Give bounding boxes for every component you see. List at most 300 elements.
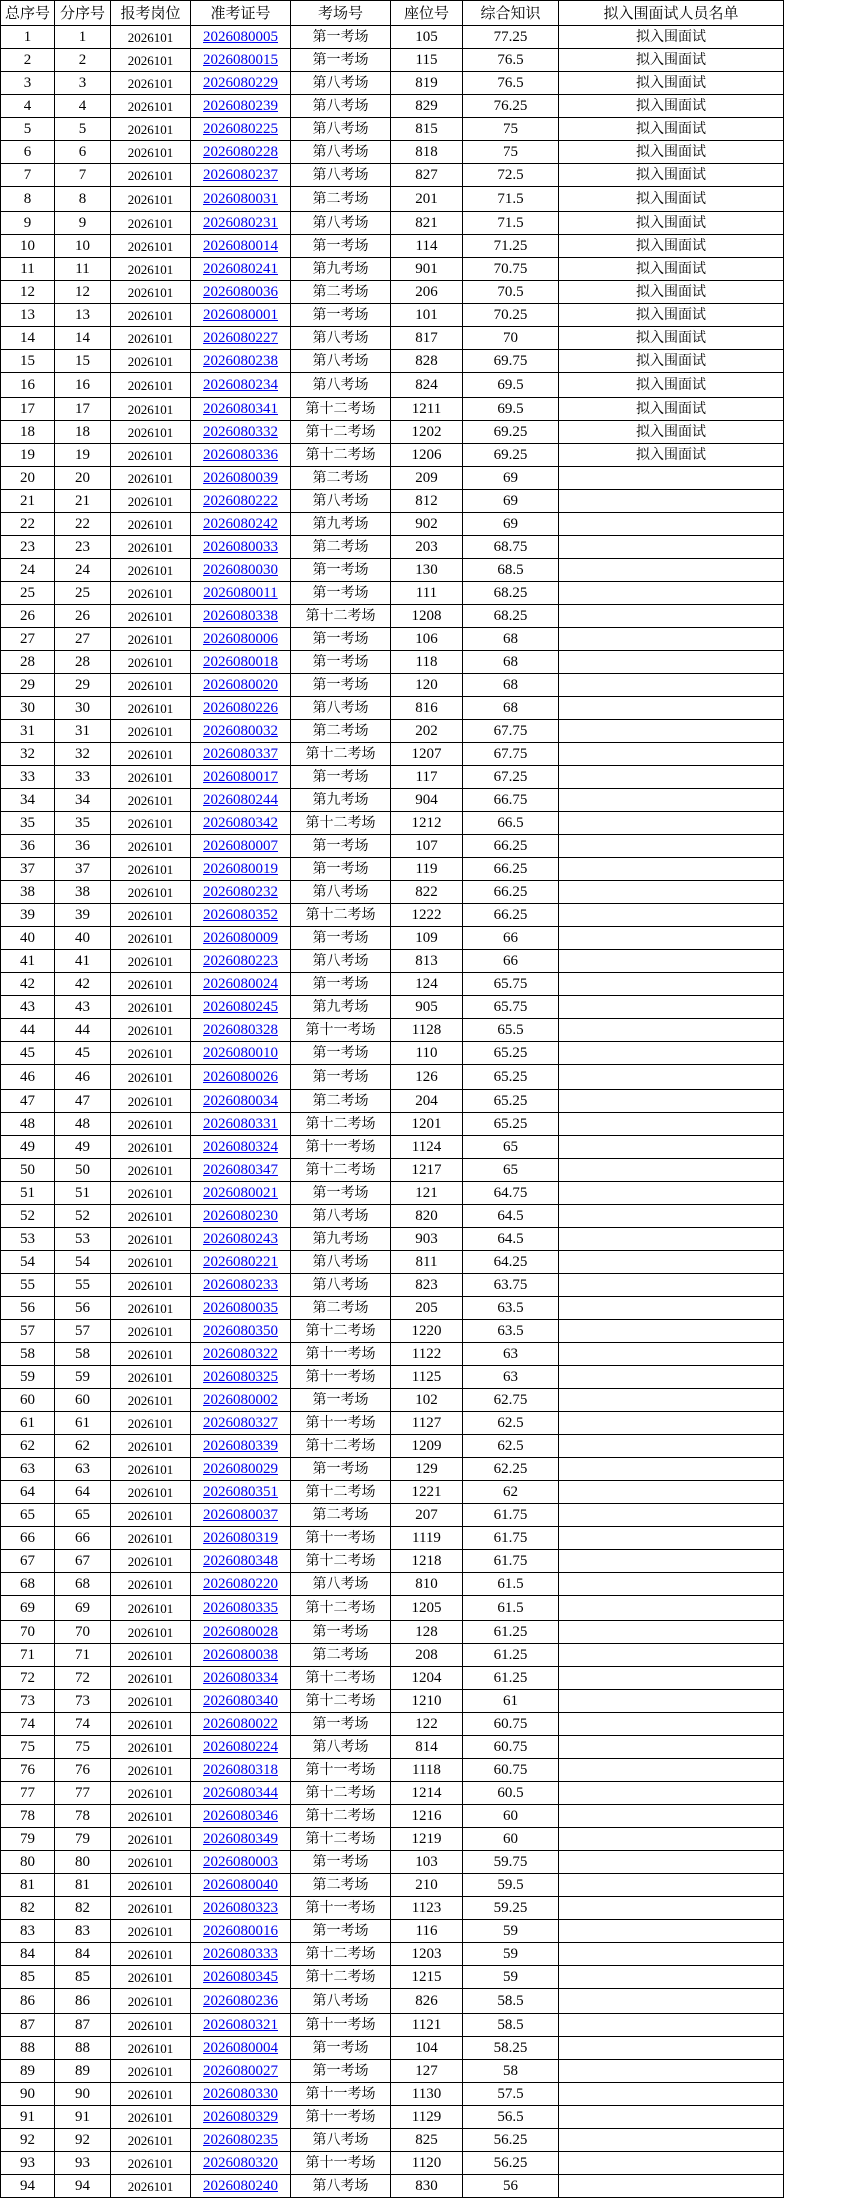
ticket-number-link[interactable]: 2026080319 bbox=[203, 1530, 278, 1546]
seat-number-cell: 815 bbox=[391, 118, 463, 141]
ticket-number-link[interactable]: 2026080244 bbox=[203, 792, 278, 808]
interview-status-cell: 拟入围面试 bbox=[559, 398, 784, 421]
ticket-number-link[interactable]: 2026080234 bbox=[203, 377, 278, 393]
table-row bbox=[1, 350, 784, 373]
post-code-cell: 2026101 bbox=[111, 2175, 191, 2198]
interview-status-cell: 拟入围面试 bbox=[559, 164, 784, 187]
exam-room-cell: 第十二考场 bbox=[291, 421, 391, 444]
score-cell: 59.25 bbox=[463, 1897, 559, 1920]
table-row bbox=[1, 766, 784, 789]
ticket-number-cell bbox=[191, 1782, 291, 1805]
interview-status-cell bbox=[559, 1736, 784, 1759]
post-code-cell: 2026101 bbox=[111, 350, 191, 373]
table-row bbox=[1, 1297, 784, 1320]
ticket-number-link[interactable]: 2026080006 bbox=[203, 631, 278, 647]
total-index-cell: 32 bbox=[1, 743, 55, 766]
ticket-number-link[interactable]: 2026080227 bbox=[203, 330, 278, 346]
sub-index-cell: 25 bbox=[55, 582, 111, 605]
post-code-cell: 2026101 bbox=[111, 118, 191, 141]
ticket-number-cell bbox=[191, 1065, 291, 1090]
exam-room-cell: 第一考场 bbox=[291, 973, 391, 996]
interview-status-cell bbox=[559, 835, 784, 858]
sub-index-cell: 51 bbox=[55, 1182, 111, 1205]
interview-status-cell bbox=[559, 559, 784, 582]
table-row bbox=[1, 835, 784, 858]
post-code-cell: 2026101 bbox=[111, 95, 191, 118]
ticket-number-link[interactable]: 2026080035 bbox=[203, 1300, 278, 1316]
ticket-number-link[interactable]: 2026080349 bbox=[203, 1831, 278, 1847]
total-index-cell: 89 bbox=[1, 2060, 55, 2083]
ticket-number-link[interactable]: 2026080039 bbox=[203, 470, 278, 486]
table-body bbox=[1, 26, 784, 2198]
total-index-cell: 65 bbox=[1, 1504, 55, 1527]
exam-room-cell: 第八考场 bbox=[291, 212, 391, 235]
sub-index-cell: 92 bbox=[55, 2129, 111, 2152]
ticket-number-link[interactable]: 2026080339 bbox=[203, 1438, 278, 1454]
total-index-cell: 86 bbox=[1, 1989, 55, 2014]
ticket-number-link[interactable]: 2026080007 bbox=[203, 838, 278, 854]
column-header-exam-room: 考场号 bbox=[291, 1, 391, 26]
table-row bbox=[1, 1274, 784, 1297]
table-row bbox=[1, 1412, 784, 1435]
seat-number-cell: 830 bbox=[391, 2175, 463, 2198]
seat-number-cell: 1202 bbox=[391, 421, 463, 444]
ticket-number-link[interactable]: 2026080033 bbox=[203, 539, 278, 555]
interview-status-cell: 拟入围面试 bbox=[559, 235, 784, 258]
score-cell: 56 bbox=[463, 2175, 559, 2198]
ticket-number-link[interactable]: 2026080038 bbox=[203, 1647, 278, 1663]
interview-status-cell bbox=[559, 605, 784, 628]
seat-number-cell: 820 bbox=[391, 1205, 463, 1228]
total-index-cell: 43 bbox=[1, 996, 55, 1019]
ticket-number-link[interactable]: 2026080239 bbox=[203, 98, 278, 114]
ticket-number-link[interactable]: 2026080022 bbox=[203, 1716, 278, 1732]
sub-index-cell: 85 bbox=[55, 1966, 111, 1989]
ticket-number-link[interactable]: 2026080242 bbox=[203, 516, 278, 532]
exam-room-cell: 第一考场 bbox=[291, 858, 391, 881]
table-row bbox=[1, 1621, 784, 1644]
post-code-cell: 2026101 bbox=[111, 1782, 191, 1805]
ticket-number-link[interactable]: 2026080321 bbox=[203, 2017, 278, 2033]
seat-number-cell: 816 bbox=[391, 697, 463, 720]
seat-number-cell: 205 bbox=[391, 1297, 463, 1320]
post-code-cell: 2026101 bbox=[111, 812, 191, 835]
score-cell: 65 bbox=[463, 1136, 559, 1159]
score-cell: 59.75 bbox=[463, 1851, 559, 1874]
ticket-number-cell bbox=[191, 628, 291, 651]
table-row bbox=[1, 1713, 784, 1736]
seat-number-cell: 1217 bbox=[391, 1159, 463, 1182]
ticket-number-cell bbox=[191, 1228, 291, 1251]
ticket-number-cell bbox=[191, 2060, 291, 2083]
total-index-cell: 34 bbox=[1, 789, 55, 812]
ticket-number-link[interactable]: 2026080040 bbox=[203, 1877, 278, 1893]
table-row bbox=[1, 304, 784, 327]
total-index-cell: 11 bbox=[1, 258, 55, 281]
ticket-number-cell bbox=[191, 1504, 291, 1527]
ticket-number-link[interactable]: 2026080352 bbox=[203, 907, 278, 923]
ticket-number-link[interactable]: 2026080318 bbox=[203, 1762, 278, 1778]
ticket-number-link[interactable]: 2026080238 bbox=[203, 353, 278, 369]
score-cell: 68.25 bbox=[463, 582, 559, 605]
post-code-cell: 2026101 bbox=[111, 421, 191, 444]
post-code-cell: 2026101 bbox=[111, 973, 191, 996]
ticket-number-link[interactable]: 2026080337 bbox=[203, 746, 278, 762]
seat-number-cell: 210 bbox=[391, 1874, 463, 1897]
ticket-number-link[interactable]: 2026080324 bbox=[203, 1139, 278, 1155]
exam-room-cell: 第二考场 bbox=[291, 1504, 391, 1527]
ticket-number-link[interactable]: 2026080005 bbox=[203, 29, 278, 45]
total-index-cell: 19 bbox=[1, 444, 55, 467]
total-index-cell: 45 bbox=[1, 1042, 55, 1065]
sub-index-cell: 83 bbox=[55, 1920, 111, 1943]
table-row bbox=[1, 743, 784, 766]
ticket-number-link[interactable]: 2026080241 bbox=[203, 261, 278, 277]
total-index-cell: 5 bbox=[1, 118, 55, 141]
interview-status-cell bbox=[559, 1759, 784, 1782]
ticket-number-link[interactable]: 2026080240 bbox=[203, 2178, 278, 2194]
interview-status-cell bbox=[559, 1159, 784, 1182]
ticket-number-link[interactable]: 2026080348 bbox=[203, 1553, 278, 1569]
exam-room-cell: 第一考场 bbox=[291, 1851, 391, 1874]
ticket-number-cell bbox=[191, 467, 291, 490]
seat-number-cell: 120 bbox=[391, 674, 463, 697]
sub-index-cell: 49 bbox=[55, 1136, 111, 1159]
seat-number-cell: 822 bbox=[391, 881, 463, 904]
total-index-cell: 35 bbox=[1, 812, 55, 835]
ticket-number-link[interactable]: 2026080230 bbox=[203, 1208, 278, 1224]
ticket-number-link[interactable]: 2026080228 bbox=[203, 144, 278, 160]
table-row bbox=[1, 1989, 784, 2014]
sub-index-cell: 69 bbox=[55, 1596, 111, 1621]
table-row bbox=[1, 950, 784, 973]
exam-room-cell: 第九考场 bbox=[291, 1228, 391, 1251]
ticket-number-link[interactable]: 2026080220 bbox=[203, 1576, 278, 1592]
ticket-number-link[interactable]: 2026080231 bbox=[203, 215, 278, 231]
post-code-cell: 2026101 bbox=[111, 1550, 191, 1573]
ticket-number-link[interactable]: 2026080236 bbox=[203, 1993, 278, 2009]
total-index-cell: 59 bbox=[1, 1366, 55, 1389]
ticket-number-link[interactable]: 2026080335 bbox=[203, 1600, 278, 1616]
ticket-number-link[interactable]: 2026080245 bbox=[203, 999, 278, 1015]
ticket-number-link[interactable]: 2026080334 bbox=[203, 1670, 278, 1686]
score-cell: 58 bbox=[463, 2060, 559, 2083]
post-code-cell: 2026101 bbox=[111, 766, 191, 789]
interview-status-cell bbox=[559, 513, 784, 536]
ticket-number-link[interactable]: 2026080329 bbox=[203, 2109, 278, 2125]
sub-index-cell: 35 bbox=[55, 812, 111, 835]
post-code-cell: 2026101 bbox=[111, 235, 191, 258]
ticket-number-link[interactable]: 2026080323 bbox=[203, 1900, 278, 1916]
post-code-cell: 2026101 bbox=[111, 1228, 191, 1251]
ticket-number-cell bbox=[191, 141, 291, 164]
ticket-number-link[interactable]: 2026080019 bbox=[203, 861, 278, 877]
interview-status-cell bbox=[559, 1205, 784, 1228]
sub-index-cell: 39 bbox=[55, 904, 111, 927]
table-row bbox=[1, 1159, 784, 1182]
table-row bbox=[1, 1320, 784, 1343]
total-index-cell: 46 bbox=[1, 1065, 55, 1090]
exam-room-cell: 第二考场 bbox=[291, 467, 391, 490]
total-index-cell: 87 bbox=[1, 2014, 55, 2037]
seat-number-cell: 826 bbox=[391, 1989, 463, 2014]
total-index-cell: 83 bbox=[1, 1920, 55, 1943]
ticket-number-link[interactable]: 2026080325 bbox=[203, 1369, 278, 1385]
ticket-number-link[interactable]: 2026080322 bbox=[203, 1346, 278, 1362]
ticket-number-link[interactable]: 2026080336 bbox=[203, 447, 278, 463]
exam-room-cell: 第十一考场 bbox=[291, 1136, 391, 1159]
ticket-number-link[interactable]: 2026080009 bbox=[203, 930, 278, 946]
interview-status-cell bbox=[559, 651, 784, 674]
total-index-cell: 42 bbox=[1, 973, 55, 996]
total-index-cell: 75 bbox=[1, 1736, 55, 1759]
interview-status-cell bbox=[559, 697, 784, 720]
score-cell: 56.5 bbox=[463, 2106, 559, 2129]
total-index-cell: 16 bbox=[1, 373, 55, 398]
post-code-cell: 2026101 bbox=[111, 141, 191, 164]
ticket-number-link[interactable]: 2026080225 bbox=[203, 121, 278, 137]
table-row bbox=[1, 1573, 784, 1596]
ticket-number-link[interactable]: 2026080026 bbox=[203, 1069, 278, 1085]
seat-number-cell: 1122 bbox=[391, 1343, 463, 1366]
seat-number-cell: 1208 bbox=[391, 605, 463, 628]
ticket-number-link[interactable]: 2026080351 bbox=[203, 1484, 278, 1500]
seat-number-cell: 122 bbox=[391, 1713, 463, 1736]
exam-room-cell: 第十二考场 bbox=[291, 904, 391, 927]
ticket-number-cell bbox=[191, 881, 291, 904]
score-cell: 64.5 bbox=[463, 1228, 559, 1251]
table-row bbox=[1, 1550, 784, 1573]
exam-room-cell: 第一考场 bbox=[291, 582, 391, 605]
total-index-cell: 3 bbox=[1, 72, 55, 95]
table-row bbox=[1, 1897, 784, 1920]
seat-number-cell: 1209 bbox=[391, 1435, 463, 1458]
ticket-number-link[interactable]: 2026080347 bbox=[203, 1162, 278, 1178]
exam-room-cell: 第十二考场 bbox=[291, 1805, 391, 1828]
ticket-number-link[interactable]: 2026080020 bbox=[203, 677, 278, 693]
ticket-number-link[interactable]: 2026080342 bbox=[203, 815, 278, 831]
ticket-number-cell bbox=[191, 1527, 291, 1550]
ticket-number-link[interactable]: 2026080017 bbox=[203, 769, 278, 785]
ticket-number-cell bbox=[191, 281, 291, 304]
total-index-cell: 25 bbox=[1, 582, 55, 605]
score-cell: 61.5 bbox=[463, 1596, 559, 1621]
ticket-number-link[interactable]: 2026080222 bbox=[203, 493, 278, 509]
seat-number-cell: 121 bbox=[391, 1182, 463, 1205]
ticket-number-link[interactable]: 2026080341 bbox=[203, 401, 278, 417]
score-cell: 75 bbox=[463, 141, 559, 164]
post-code-cell: 2026101 bbox=[111, 1366, 191, 1389]
ticket-number-link[interactable]: 2026080027 bbox=[203, 2063, 278, 2079]
seat-number-cell: 811 bbox=[391, 1251, 463, 1274]
score-cell: 66.25 bbox=[463, 858, 559, 881]
ticket-number-link[interactable]: 2026080224 bbox=[203, 1739, 278, 1755]
exam-room-cell: 第九考场 bbox=[291, 513, 391, 536]
ticket-number-link[interactable]: 2026080331 bbox=[203, 1116, 278, 1132]
exam-room-cell: 第一考场 bbox=[291, 235, 391, 258]
post-code-cell: 2026101 bbox=[111, 212, 191, 235]
ticket-number-link[interactable]: 2026080037 bbox=[203, 1507, 278, 1523]
score-cell: 77.25 bbox=[463, 26, 559, 49]
sub-index-cell: 43 bbox=[55, 996, 111, 1019]
ticket-number-link[interactable]: 2026080016 bbox=[203, 1923, 278, 1939]
ticket-number-link[interactable]: 2026080004 bbox=[203, 2040, 278, 2056]
score-cell: 60.75 bbox=[463, 1713, 559, 1736]
score-cell: 61.75 bbox=[463, 1527, 559, 1550]
ticket-number-cell bbox=[191, 1759, 291, 1782]
sub-index-cell: 6 bbox=[55, 141, 111, 164]
ticket-number-link[interactable]: 2026080340 bbox=[203, 1693, 278, 1709]
ticket-number-link[interactable]: 2026080345 bbox=[203, 1969, 278, 1985]
ticket-number-cell bbox=[191, 72, 291, 95]
ticket-number-link[interactable]: 2026080014 bbox=[203, 238, 278, 254]
score-cell: 65.25 bbox=[463, 1065, 559, 1090]
table-row bbox=[1, 1205, 784, 1228]
ticket-number-cell bbox=[191, 95, 291, 118]
ticket-number-link[interactable]: 2026080003 bbox=[203, 1854, 278, 1870]
seat-number-cell: 1219 bbox=[391, 1828, 463, 1851]
total-index-cell: 58 bbox=[1, 1343, 55, 1366]
total-index-cell: 73 bbox=[1, 1690, 55, 1713]
score-cell: 76.5 bbox=[463, 49, 559, 72]
ticket-number-link[interactable]: 2026080233 bbox=[203, 1277, 278, 1293]
ticket-number-cell bbox=[191, 235, 291, 258]
seat-number-cell: 813 bbox=[391, 950, 463, 973]
table-row bbox=[1, 1644, 784, 1667]
seat-number-cell: 118 bbox=[391, 651, 463, 674]
ticket-number-link[interactable]: 2026080226 bbox=[203, 700, 278, 716]
score-cell: 64.5 bbox=[463, 1205, 559, 1228]
table-row bbox=[1, 513, 784, 536]
ticket-number-link[interactable]: 2026080328 bbox=[203, 1022, 278, 1038]
sub-index-cell: 11 bbox=[55, 258, 111, 281]
seat-number-cell: 821 bbox=[391, 212, 463, 235]
post-code-cell: 2026101 bbox=[111, 1458, 191, 1481]
ticket-number-link[interactable]: 2026080015 bbox=[203, 52, 278, 68]
total-index-cell: 12 bbox=[1, 281, 55, 304]
ticket-number-link[interactable]: 2026080001 bbox=[203, 307, 278, 323]
total-index-cell: 78 bbox=[1, 1805, 55, 1828]
table-row bbox=[1, 628, 784, 651]
ticket-number-link[interactable]: 2026080010 bbox=[203, 1045, 278, 1061]
ticket-number-link[interactable]: 2026080031 bbox=[203, 191, 278, 207]
post-code-cell: 2026101 bbox=[111, 674, 191, 697]
ticket-number-cell bbox=[191, 2152, 291, 2175]
ticket-number-link[interactable]: 2026080036 bbox=[203, 284, 278, 300]
seat-number-cell: 827 bbox=[391, 164, 463, 187]
interview-status-cell bbox=[559, 996, 784, 1019]
table-row bbox=[1, 812, 784, 835]
table-row bbox=[1, 1458, 784, 1481]
ticket-number-link[interactable]: 2026080232 bbox=[203, 884, 278, 900]
total-index-cell: 9 bbox=[1, 212, 55, 235]
ticket-number-link[interactable]: 2026080024 bbox=[203, 976, 278, 992]
score-cell: 69 bbox=[463, 490, 559, 513]
ticket-number-link[interactable]: 2026080221 bbox=[203, 1254, 278, 1270]
post-code-cell: 2026101 bbox=[111, 1828, 191, 1851]
ticket-number-cell bbox=[191, 490, 291, 513]
ticket-number-link[interactable]: 2026080350 bbox=[203, 1323, 278, 1339]
sub-index-cell: 94 bbox=[55, 2175, 111, 2198]
ticket-number-link[interactable]: 2026080237 bbox=[203, 167, 278, 183]
seat-number-cell: 824 bbox=[391, 373, 463, 398]
ticket-number-link[interactable]: 2026080243 bbox=[203, 1231, 278, 1247]
ticket-number-link[interactable]: 2026080018 bbox=[203, 654, 278, 670]
total-index-cell: 72 bbox=[1, 1667, 55, 1690]
ticket-number-link[interactable]: 2026080229 bbox=[203, 75, 278, 91]
total-index-cell: 71 bbox=[1, 1644, 55, 1667]
exam-room-cell: 第十一考场 bbox=[291, 2083, 391, 2106]
sub-index-cell: 21 bbox=[55, 490, 111, 513]
seat-number-cell: 208 bbox=[391, 1644, 463, 1667]
ticket-number-link[interactable]: 2026080034 bbox=[203, 1093, 278, 1109]
total-index-cell: 93 bbox=[1, 2152, 55, 2175]
exam-room-cell: 第十二考场 bbox=[291, 444, 391, 467]
ticket-number-link[interactable]: 2026080002 bbox=[203, 1392, 278, 1408]
interview-status-cell: 拟入围面试 bbox=[559, 444, 784, 467]
interview-status-cell bbox=[559, 536, 784, 559]
interview-status-cell bbox=[559, 1527, 784, 1550]
table-row bbox=[1, 973, 784, 996]
exam-room-cell: 第一考场 bbox=[291, 927, 391, 950]
post-code-cell: 2026101 bbox=[111, 720, 191, 743]
ticket-number-cell bbox=[191, 1182, 291, 1205]
ticket-number-link[interactable]: 2026080235 bbox=[203, 2132, 278, 2148]
ticket-number-link[interactable]: 2026080030 bbox=[203, 562, 278, 578]
ticket-number-link[interactable]: 2026080327 bbox=[203, 1415, 278, 1431]
ticket-number-link[interactable]: 2026080028 bbox=[203, 1624, 278, 1640]
exam-room-cell: 第二考场 bbox=[291, 1644, 391, 1667]
ticket-number-cell bbox=[191, 26, 291, 49]
ticket-number-cell bbox=[191, 1989, 291, 2014]
exam-room-cell: 第八考场 bbox=[291, 1989, 391, 2014]
interview-status-cell bbox=[559, 1828, 784, 1851]
ticket-number-link[interactable]: 2026080344 bbox=[203, 1785, 278, 1801]
seat-number-cell: 1130 bbox=[391, 2083, 463, 2106]
ticket-number-link[interactable]: 2026080320 bbox=[203, 2155, 278, 2171]
score-cell: 60 bbox=[463, 1805, 559, 1828]
table-row bbox=[1, 536, 784, 559]
ticket-number-link[interactable]: 2026080011 bbox=[203, 585, 278, 601]
ticket-number-link[interactable]: 2026080338 bbox=[203, 608, 278, 624]
total-index-cell: 68 bbox=[1, 1573, 55, 1596]
total-index-cell: 62 bbox=[1, 1435, 55, 1458]
exam-room-cell: 第一考场 bbox=[291, 651, 391, 674]
ticket-number-link[interactable]: 2026080032 bbox=[203, 723, 278, 739]
ticket-number-link[interactable]: 2026080223 bbox=[203, 953, 278, 969]
post-code-cell: 2026101 bbox=[111, 281, 191, 304]
ticket-number-link[interactable]: 2026080333 bbox=[203, 1946, 278, 1962]
ticket-number-link[interactable]: 2026080029 bbox=[203, 1461, 278, 1477]
ticket-number-link[interactable]: 2026080332 bbox=[203, 424, 278, 440]
score-cell: 66 bbox=[463, 927, 559, 950]
total-index-cell: 33 bbox=[1, 766, 55, 789]
seat-number-cell: 818 bbox=[391, 141, 463, 164]
exam-room-cell: 第一考场 bbox=[291, 1182, 391, 1205]
exam-room-cell: 第八考场 bbox=[291, 164, 391, 187]
sub-index-cell: 9 bbox=[55, 212, 111, 235]
score-cell: 61.25 bbox=[463, 1667, 559, 1690]
exam-room-cell: 第一考场 bbox=[291, 1920, 391, 1943]
table-row bbox=[1, 2175, 784, 2198]
total-index-cell: 77 bbox=[1, 1782, 55, 1805]
score-cell: 69.5 bbox=[463, 398, 559, 421]
exam-room-cell: 第二考场 bbox=[291, 187, 391, 212]
ticket-number-link[interactable]: 2026080021 bbox=[203, 1185, 278, 1201]
exam-room-cell: 第一考场 bbox=[291, 766, 391, 789]
ticket-number-link[interactable]: 2026080346 bbox=[203, 1808, 278, 1824]
ticket-number-link[interactable]: 2026080330 bbox=[203, 2086, 278, 2102]
